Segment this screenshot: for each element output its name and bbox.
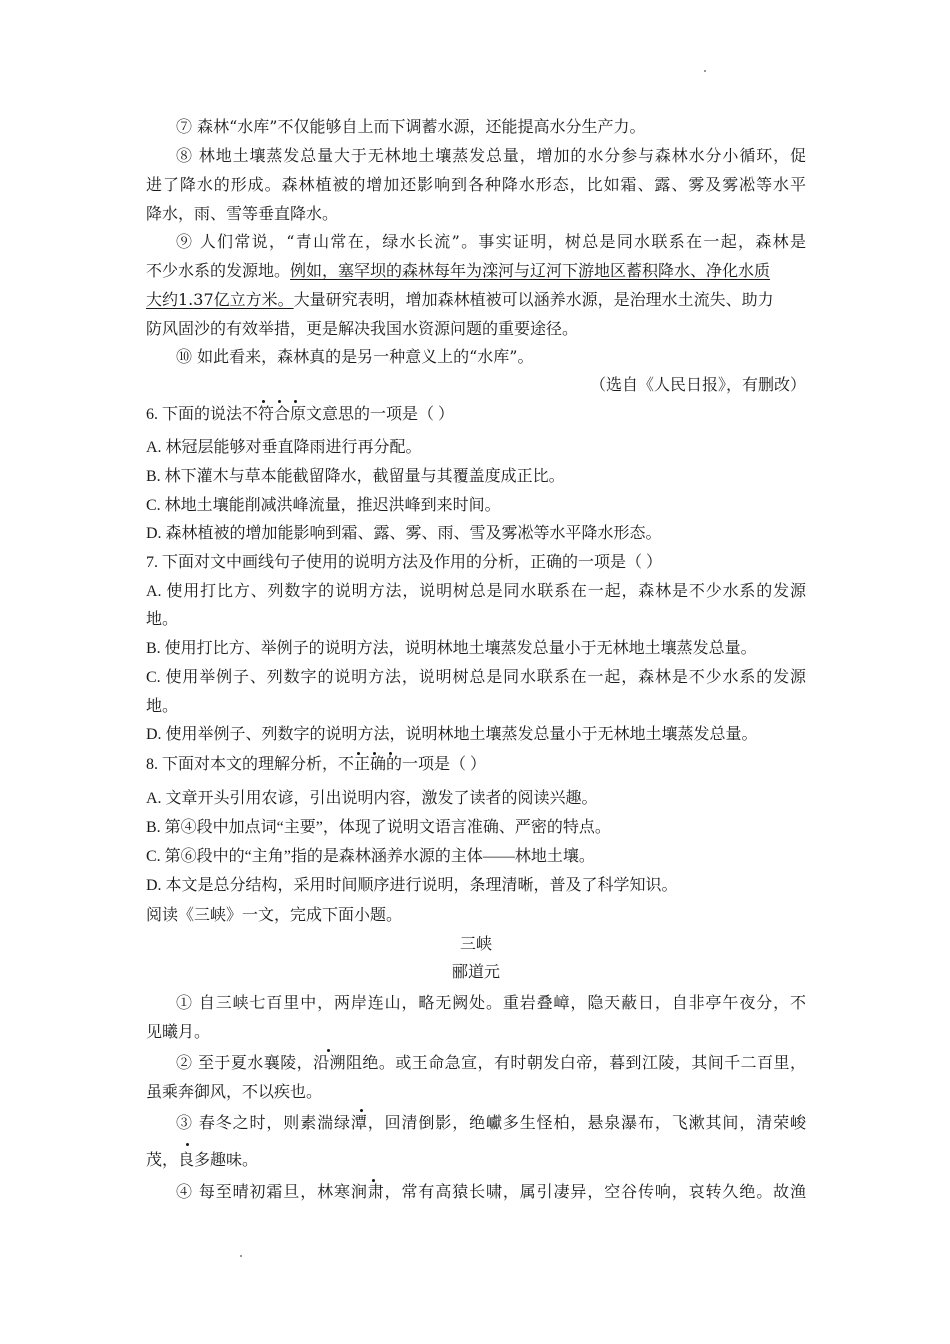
paragraph-8-line-3: 降水，雨、雪等垂直降水。 <box>146 204 339 223</box>
paragraph-9-line-2-plain: 不少水系的发源地。 <box>146 261 291 280</box>
sanxia-paragraph-1-line-1: ① 自三峡七百里中，两岸连山，略无阙处。重岩叠嶂，隐天蔽日，自非亭午夜分，不 <box>176 993 806 1012</box>
paragraph-9-line-4: 防风固沙的有效举措，更是解决我国水资源问题的重要途径。 <box>146 319 579 338</box>
emphasis-dot <box>373 752 376 755</box>
underlined-sentence-part-2: 大约1.37亿立方米。 <box>146 290 294 309</box>
question-7-stem: 7. 下面对文中画线句子使用的说明方法及作用的分析，正确的一项是（ ） <box>146 554 663 571</box>
question-7-option-d[interactable]: D. 使用举例子、列数字的说明方法，说明林地土壤蒸发总量小于无林地土壤蒸发总量。 <box>146 726 758 743</box>
paragraph-8-line-2: 进了降水的形成。森林植被的增加还影响到各种降水形态，比如霜、露、雾及雾凇等水平 <box>146 175 806 194</box>
emphasis-dot <box>327 1049 330 1052</box>
question-8-option-a[interactable]: A. 文章开头引用农谚，引出说明内容，激发了读者的阅读兴趣。 <box>146 790 598 807</box>
question-6-option-d[interactable]: D. 森林植被的增加能影响到霜、露、雾、雨、雪及雾凇等水平降水形态。 <box>146 525 662 542</box>
question-8-option-d[interactable]: D. 本文是总分结构，采用时间顺序进行说明，条理清晰，普及了科学知识。 <box>146 877 678 894</box>
emphasis-dot <box>186 1143 189 1146</box>
question-7-option-a-continued: 地。 <box>146 611 179 628</box>
sanxia-paragraph-2-line-1: ② 至于夏水襄陵，沿溯阻绝。或王命急宣，有时朝发白帝，暮到江陵，其间千二百里， <box>176 1053 806 1072</box>
question-6-option-a[interactable]: A. 林冠层能够对垂直降雨进行再分配。 <box>146 439 422 456</box>
emphasis-dot <box>294 400 297 403</box>
underlined-sentence-part-1: 例如，塞罕坝的森林每年为滦河与辽河下游地区蓄积降水、净化水质 <box>290 261 771 280</box>
emphasis-dot <box>262 400 265 403</box>
scan-speck <box>704 70 706 72</box>
source-citation: （选自《人民日报》，有删改） <box>589 375 806 394</box>
question-6-option-c[interactable]: C. 林地土壤能削减洪峰流量，推迟洪峰到来时间。 <box>146 497 501 514</box>
emphasis-dot <box>357 752 360 755</box>
paragraph-7: ⑦ 森林“水库”不仅能够自上而下调蓄水源，还能提高水分生产力。 <box>176 117 646 136</box>
question-7-option-b[interactable]: B. 使用打比方、举例子的说明方法，说明林地土壤蒸发总量小于无林地土壤蒸发总量。 <box>146 640 757 657</box>
poem-author: 郦道元 <box>451 962 500 981</box>
question-6-option-b[interactable]: B. 林下灌木与草本能截留降水，截留量与其覆盖度成正比。 <box>146 468 565 485</box>
sanxia-paragraph-2-line-2: 虽乘奔御风，不以疾也。 <box>146 1082 323 1101</box>
paragraph-9-line-3-plain: 大量研究表明，增加森林植被可以涵养水源，是治理水土流失、助力 <box>293 290 774 309</box>
sanxia-paragraph-1-line-2: 见曦月。 <box>146 1022 211 1041</box>
paragraph-9-line-1: ⑨ 人们常说，“青山常在，绿水长流”。事实证明，树总是同水联系在一起，森林是 <box>176 232 806 251</box>
question-8-option-b[interactable]: B. 第④段中加点词“主要”，体现了说明文语言准确、严密的特点。 <box>146 819 611 836</box>
poem-title: 三峡 <box>459 934 492 953</box>
reading-intro: 阅读《三峡》一文，完成下面小题。 <box>146 905 403 924</box>
scan-speck <box>240 1255 242 1257</box>
paragraph-9-line-2 <box>146 261 806 281</box>
sanxia-paragraph-3-line-1: ③ 春冬之时，则素湍绿潭，回清倒影，绝巘多生怪柏，悬泉瀑布，飞漱其间，清荣峻 <box>176 1113 806 1132</box>
question-7-option-c[interactable]: C. 使用举例子、列数字的说明方法，说明树总是同水联系在一起，森林是不少水系的发源 <box>146 669 806 686</box>
emphasis-dot <box>389 752 392 755</box>
sanxia-paragraph-3-line-2: 茂，良多趣味。 <box>146 1150 259 1169</box>
sanxia-paragraph-4-line-1: ④ 每至晴初霜旦，林寒涧肃，常有高猿长啸，属引凄异，空谷传响，哀转久绝。故渔 <box>176 1182 806 1201</box>
question-7-option-a[interactable]: A. 使用打比方、列数字的说明方法，说明树总是同水联系在一起，森林是不少水系的发源 <box>146 583 806 600</box>
question-7-option-c-continued: 地。 <box>146 698 179 715</box>
question-8-stem: 8. 下面对本文的理解分析，不正确的一项是（ ） <box>146 756 487 773</box>
emphasis-dot <box>278 400 281 403</box>
emphasis-dot <box>372 1179 375 1182</box>
question-6-stem: 6. 下面的说法不符合原文意思的一项是（ ） <box>146 406 455 423</box>
paragraph-10: ⑩ 如此看来，森林真的是另一种意义上的“水库”。 <box>176 347 534 366</box>
emphasis-dot <box>360 1109 363 1112</box>
question-8-option-c[interactable]: C. 第⑥段中的“主角”指的是森林涵养水源的主体——林地土壤。 <box>146 848 595 865</box>
paragraph-8-line-1: ⑧ 林地土壤蒸发总量大于无林地土壤蒸发总量，增加的水分参与森林水分小循环，促 <box>176 146 806 165</box>
paragraph-9-line-3 <box>146 290 806 310</box>
